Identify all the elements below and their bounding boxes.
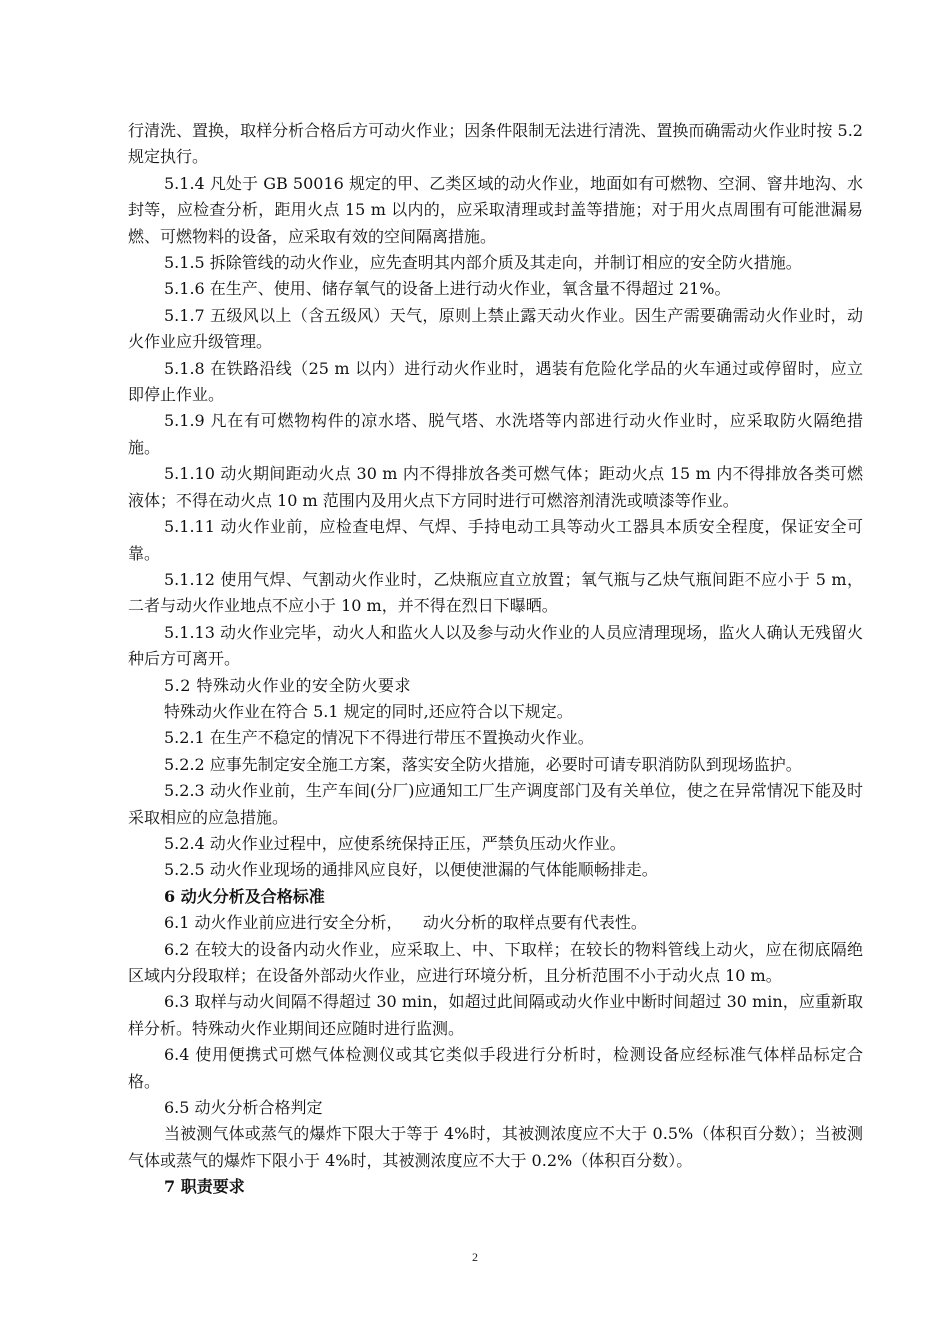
page-number: 2: [472, 1250, 478, 1264]
clause-5-2-1: 5.2.1 在生产不稳定的情况下不得进行带压不置换动火作业。: [164, 728, 594, 748]
paragraph-continuation: 行清洗、置换，取样分析合格后方可动火作业；因条件限制无法进行清洗、置换而确需动火作业时按 5.2 规定执行。: [128, 121, 863, 167]
section-heading-6: 6 动火分析及合格标准: [164, 886, 325, 906]
clause-6-5-body: 当被测气体或蒸气的爆炸下限大于等于 4%时，其被测浓度应不大于 0.5%（体积百分数）；当被测气体或蒸气的爆炸下限小于 4%时，其被测浓度应不大于 0.2%（体积百分数）。: [128, 1124, 863, 1170]
clause-6-4: 6.4 使用便携式可燃气体检测仪或其它类似手段进行分析时，检测设备应经标准气体样品标定合格。: [128, 1045, 863, 1091]
clause-5-1-7: 5.1.7 五级风以上（含五级风）天气，原则上禁止露天动火作业。因生产需要确需动火作业时，动火作业应升级管理。: [128, 305, 863, 352]
clause-6-1: 6.1 动火作业前应进行安全分析， 动火分析的取样点要有代表性。: [164, 913, 647, 933]
clause-6-5-heading: 6.5 动火分析合格判定: [164, 1098, 323, 1118]
clause-5-1-13: 5.1.13 动火作业完毕，动火人和监火人以及参与动火作业的人员应清理现场，监火人确认无残留火种后方可离开。: [128, 622, 863, 669]
clause-5-1-5: 5.1.5 拆除管线的动火作业，应先查明其内部介质及其走向，并制订相应的安全防火措施。: [164, 253, 802, 273]
clause-5-1-11: 5.1.11 动火作业前，应检查电焊、气焊、手持电动工具等动火工器具本质安全程度，保证安全可靠。: [128, 517, 863, 563]
clause-5-1-12: 5.1.12 使用气焊、气割动火作业时，乙炔瓶应直立放置；氧气瓶与乙炔气瓶间距不应小于 5 m，二者与动火作业地点不应小于 10 m，并不得在烈日下曝晒。: [128, 569, 863, 616]
clause-6-2: 6.2 在较大的设备内动火作业，应采取上、中、下取样；在较长的物料管线上动火，应在彻底隔绝区域内分段取样；在设备外部动火作业，应进行环境分析，且分析范围不小于动火点 10 m。: [128, 939, 863, 985]
clause-5-1-9: 5.1.9 凡在有可燃物构件的凉水塔、脱气塔、水洗塔等内部进行动火作业时，应采取防火隔绝措施。: [128, 411, 863, 457]
clause-5-2-5: 5.2.5 动火作业现场的通排风应良好，以便使泄漏的气体能顺畅排走。: [164, 860, 658, 880]
section-heading-7: 7 职责要求: [164, 1177, 245, 1197]
clause-5-1-8: 5.1.8 在铁路沿线（25 m 以内）进行动火作业时，遇装有危险化学品的火车通过或停留时，应立即停止作业。: [128, 358, 863, 405]
document-body: [128, 118, 863, 1201]
clause-5-1-4: 5.1.4 凡处于 GB 50016 规定的甲、乙类区域的动火作业，地面如有可燃物、空洞、窨井地沟、水封等，应检查分析，距用火点 15 m 以内的，应采取清理或封盖等措施；对于用火点周围有可能泄漏易燃、可燃物料的设备，应采取有效的空间隔离措施。: [128, 173, 863, 246]
clause-5-2-3: 5.2.3 动火作业前，生产车间(分厂)应通知工厂生产调度部门及有关单位，使之在异常情况下能及时采取相应的应急措施。: [128, 781, 863, 827]
clause-5-1-6: 5.1.6 在生产、使用、储存氧气的设备上进行动火作业，氧含量不得超过 21%。: [164, 279, 731, 299]
clause-5-1-10: 5.1.10 动火期间距动火点 30 m 内不得排放各类可燃气体；距动火点 15 m 内不得排放各类可燃液体；不得在动火点 10 m 范围内及用火点下方同时进行可燃溶剂清洗或喷漆等作业。: [128, 464, 863, 510]
section-5-2-intro: 特殊动火作业在符合 5.1 规定的同时,还应符合以下规定。: [164, 701, 573, 721]
section-heading-5-2: 5.2 特殊动火作业的安全防火要求: [164, 675, 412, 695]
clause-5-2-2: 5.2.2 应事先制定安全施工方案，落实安全防火措施，必要时可请专职消防队到现场监护。: [164, 754, 802, 774]
clause-6-3: 6.3 取样与动火间隔不得超过 30 min，如超过此间隔或动火作业中断时间超过 30 min，应重新取样分析。特殊动火作业期间还应随时进行监测。: [128, 992, 863, 1038]
clause-5-2-4: 5.2.4 动火作业过程中，应使系统保持正压，严禁负压动火作业。: [164, 833, 626, 853]
